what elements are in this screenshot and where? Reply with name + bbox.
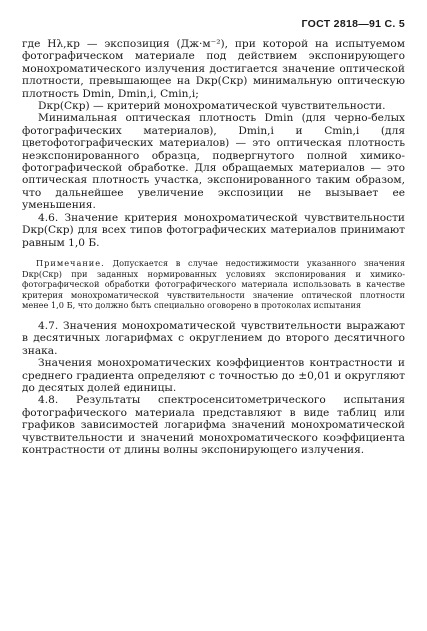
- page-header: ГОСТ 2818—91 С. 5: [301, 18, 405, 30]
- note-block: [22, 258, 405, 311]
- paragraph-criterion-definition: Dкр(Cкр) — критерий монохроматической чувствительности.: [38, 100, 386, 113]
- paragraph-min-density: Минимальная оптическая плотность Dmin (для черно-белых фотографических материалов), Dmin,i и Cmin,i (для цветофотографических материалов) — это оптическая плотность неэкспонированного образца, подвергнутого полной химико-фотографической обработке. Для обращаемых материалов — это оптическая плотность участка, экспонированного таким образом, что дальнейшее увеличение экспозиции не вызывает ее уменьшения.: [22, 112, 405, 212]
- document-body: [22, 38, 405, 456]
- paragraph-4-8: 4.8. Результаты спектросенситометрического испытания фотографического материала представляют в виде таблиц или графиков зависимостей логарифма значений монохроматической чувствительности и значений монохроматического коэффициента контрастности от длины волны экспонирующего излучения.: [22, 394, 405, 456]
- paragraph-4-7: 4.7. Значения монохроматической чувствительности выражают в десятичных логарифмах с округлением до второго десятичного знака.: [22, 319, 405, 357]
- paragraph-coefficients: Значения монохроматических коэффициентов контрастности и среднего градиента определяют с точностью до ±0,01 и округляют до десятых долей единицы.: [22, 357, 405, 394]
- paragraph-4-6: 4.6. Значение критерия монохроматической чувствительности Dкр(Cкр) для всех типов фотографических материалов принимают равным 1,0 Б.: [22, 211, 405, 249]
- note-text: Допускается в случае недостижимости указанного значения Dкр(Cкр) при заданных нормированных условиях экспонирования и химико-фотографической обработки фотографического материала использовать в качестве критерия монохроматической чувствительности значение оптической плотности менее 1,0 Б, что должно быть специально оговорено в протоколах испытания: [22, 257, 405, 311]
- paragraph-where-clause: где Hλ,кр — экспозиция (Дж·м⁻²), при которой на испытуемом фотографическом материале под действием экспонирующего монохроматического излучения достигается значение оптической плотности, превышающее на Dкр(Cкр) минимальную оптическую плотность Dmin, Dmin,i, Cmin,i;: [22, 38, 405, 100]
- note-label: Примечание.: [36, 257, 105, 268]
